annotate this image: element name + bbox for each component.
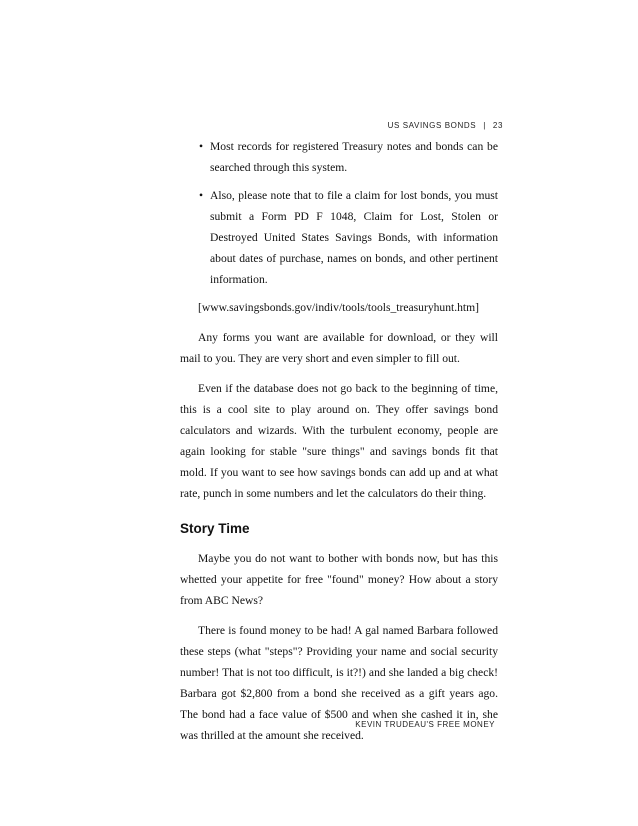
running-header bbox=[388, 121, 503, 130]
bullet-text: Also, please note that to file a claim for lost bonds, you must submit a Form PD F 1048, Claim for Lost, Stolen or Destroyed United States Savings Bonds, with information about dates of purchase, names on bonds, and other pertinent information. bbox=[210, 189, 498, 286]
page-body bbox=[180, 136, 498, 755]
treasury-hunt-url[interactable]: [www.savingsbonds.gov/indiv/tools/tools_treasuryhunt.htm] bbox=[198, 301, 480, 314]
body-paragraph: Even if the database does not go back to the beginning of time, this is a cool site to play around on. They offer savings bond calculators and wizards. With the turbulent economy, people are again looking for stable "sure things" and savings bonds fit that mold. If you want to see how savings bonds can add up and at what rate, punch in some numbers and let the calculators do their thing. bbox=[180, 382, 498, 500]
header-separator: | bbox=[483, 121, 486, 130]
body-paragraph: There is found money to be had! A gal named Barbara followed these steps (what "steps"? Providing your name and social security number! That is not too difficult, is it?!) and she landed a big check! Barbara got $2,800 from a bond she received as a gift years ago. The bond had a face value of $500 and when she cashed it in, she was thrilled at the amount she received. bbox=[180, 624, 498, 742]
page-number: 23 bbox=[492, 121, 503, 130]
book-title: KEVIN TRUDEAU'S FREE MONEY bbox=[355, 720, 495, 729]
bullet-text: Most records for registered Treasury notes and bonds can be searched through this system. bbox=[210, 140, 498, 174]
section-heading: Story Time bbox=[180, 521, 250, 536]
bullet-icon: • bbox=[199, 140, 204, 153]
bullet-item bbox=[180, 185, 498, 290]
running-footer bbox=[355, 720, 495, 729]
body-paragraph: Any forms you want are available for download, or they will mail to you. They are very short and even simpler to fill out. bbox=[180, 331, 498, 365]
bullet-list bbox=[180, 136, 498, 290]
bullet-item bbox=[180, 136, 498, 178]
bullet-icon: • bbox=[199, 189, 204, 202]
body-paragraph: Maybe you do not want to bother with bonds now, but has this whetted your appetite for free "found" money? How about a story from ABC News? bbox=[180, 552, 498, 607]
section-title: US SAVINGS BONDS bbox=[387, 121, 477, 130]
